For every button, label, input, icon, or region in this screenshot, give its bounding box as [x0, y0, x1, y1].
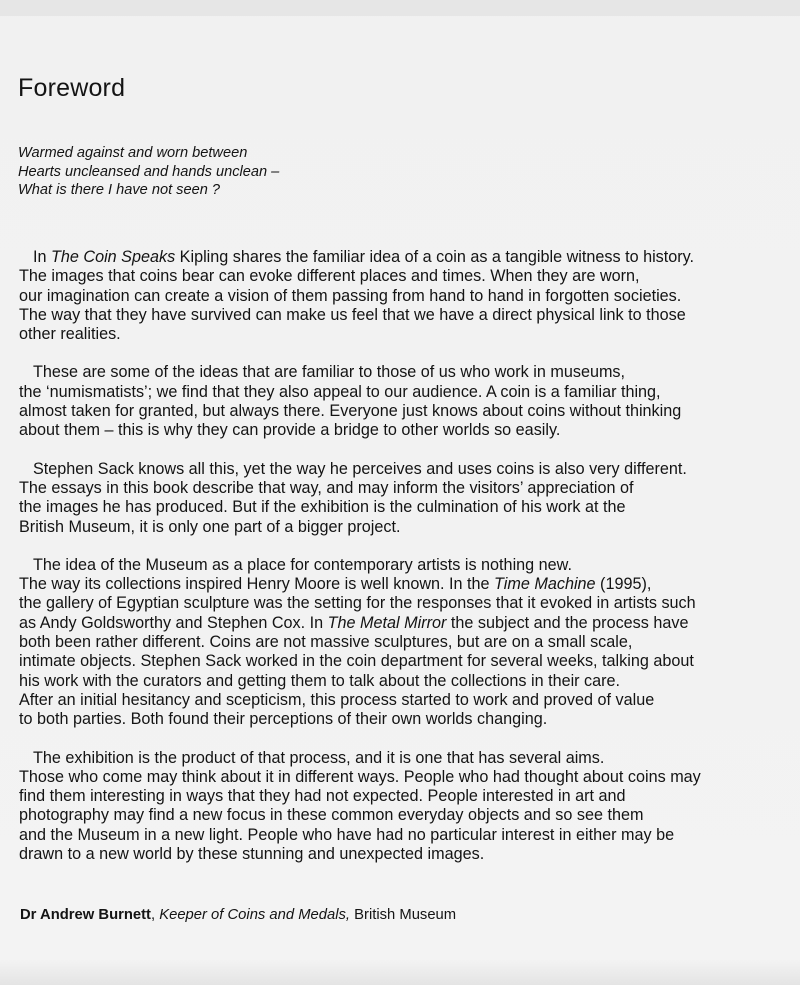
- line-text: the subject and the process have: [446, 613, 689, 632]
- paragraph-line: The idea of the Museum as a place for contemporary artists is nothing new.: [33, 555, 572, 574]
- work-title: The Metal Mirror: [327, 613, 447, 632]
- body-paragraph: [19, 460, 789, 537]
- paragraph-line: drawn to a new world by these stunning and unexpected images.: [19, 845, 485, 864]
- paragraph-line: almost taken for granted, but always there. Everyone just knows about coins without thinking: [19, 402, 682, 421]
- epigraph-line: Hearts uncleansed and hands unclean –: [18, 163, 280, 180]
- body-paragraph: [19, 556, 789, 730]
- paragraph-line: The essays in this book describe that way, and may inform the visitors’ appreciation of: [19, 478, 634, 497]
- paragraph-line: After an initial hesitancy and scepticism, this process started to work and proved of value: [19, 690, 655, 709]
- body-paragraph: [19, 248, 789, 344]
- author-name: Dr Andrew Burnett: [20, 907, 151, 923]
- paragraph-line: the images he has produced. But if the exhibition is the culmination of his work at the: [19, 498, 626, 517]
- paragraph-line: intimate objects. Stephen Sack worked in the coin department for several weeks, talking about: [19, 652, 694, 671]
- paragraph-line: The exhibition is the product of that process, and it is one that has several aims.: [33, 748, 605, 767]
- paragraph-line: These are some of the ideas that are familiar to those of us who work in museums,: [33, 363, 626, 382]
- foreword-body: [19, 248, 789, 883]
- paragraph-line: and the Museum in a new light. People who have had no particular interest in either may be: [19, 825, 675, 844]
- line-text: as Andy Goldsworthy and Stephen Cox. In: [19, 613, 328, 632]
- paragraph-line: The way that they have survived can make us feel that we have a direct physical link to those: [19, 305, 686, 324]
- paragraph-line: to both parties. Both found their perceptions of their own worlds changing.: [19, 710, 548, 729]
- paragraph-line: The images that coins bear can evoke different places and times. When they are worn,: [19, 267, 640, 286]
- paragraph-line: the ‘numismatists’; we find that they also appeal to our audience. A coin is a familiar thing,: [19, 382, 661, 401]
- paragraph-line: Those who come may think about it in different ways. People who had thought about coins may: [19, 767, 701, 786]
- paragraph-line: other realities.: [19, 325, 121, 344]
- paragraph-line: both been rather different. Coins are not massive sculptures, but are on a small scale,: [19, 633, 633, 652]
- epigraph-line: Warmed against and worn between: [18, 145, 248, 161]
- author-role: Keeper of Coins and Medals,: [159, 907, 351, 923]
- work-title: Time Machine: [494, 575, 596, 594]
- paragraph-line: find them interesting in ways that they had not expected. People interested in art and: [19, 787, 626, 806]
- body-paragraph: [19, 363, 789, 440]
- paragraph-line: about them – this is why they can provide a bridge to other worlds so easily.: [19, 421, 561, 440]
- author-institution: British Museum: [350, 907, 457, 923]
- page-title: Foreword: [18, 74, 126, 102]
- paragraph-line: British Museum, it is only one part of a bigger project.: [19, 517, 401, 536]
- signature: [20, 907, 456, 923]
- paragraph-line: Stephen Sack knows all this, yet the way he perceives and uses coins is also very different.: [33, 459, 687, 478]
- paragraph-line: [19, 575, 789, 594]
- epigraph: [18, 144, 279, 200]
- paragraph-line: the gallery of Egyptian sculpture was the setting for the responses that it evoked in artists such: [19, 594, 696, 613]
- line-text: Kipling shares the familiar idea of a coin as a tangible witness to history.: [175, 248, 695, 266]
- paragraph-line: [19, 248, 789, 267]
- paragraph-line: our imagination can create a vision of them passing from hand to hand in forgotten societies.: [19, 286, 682, 305]
- signature-separator: ,: [150, 907, 160, 923]
- line-text: The way its collections inspired Henry Moore is well known. In the: [19, 575, 495, 594]
- paragraph-line: [19, 614, 789, 633]
- line-text: In: [33, 248, 51, 266]
- page-edge: [0, 0, 800, 16]
- body-paragraph: [19, 749, 789, 865]
- paragraph-line: photography may find a new focus in these common everyday objects and so see them: [19, 806, 644, 825]
- line-text: (1995),: [595, 575, 652, 594]
- epigraph-line: What is there I have not seen ?: [18, 182, 220, 198]
- work-title: The Coin Speaks: [51, 248, 176, 266]
- paragraph-line: his work with the curators and getting them to talk about the collections in their care.: [19, 671, 621, 690]
